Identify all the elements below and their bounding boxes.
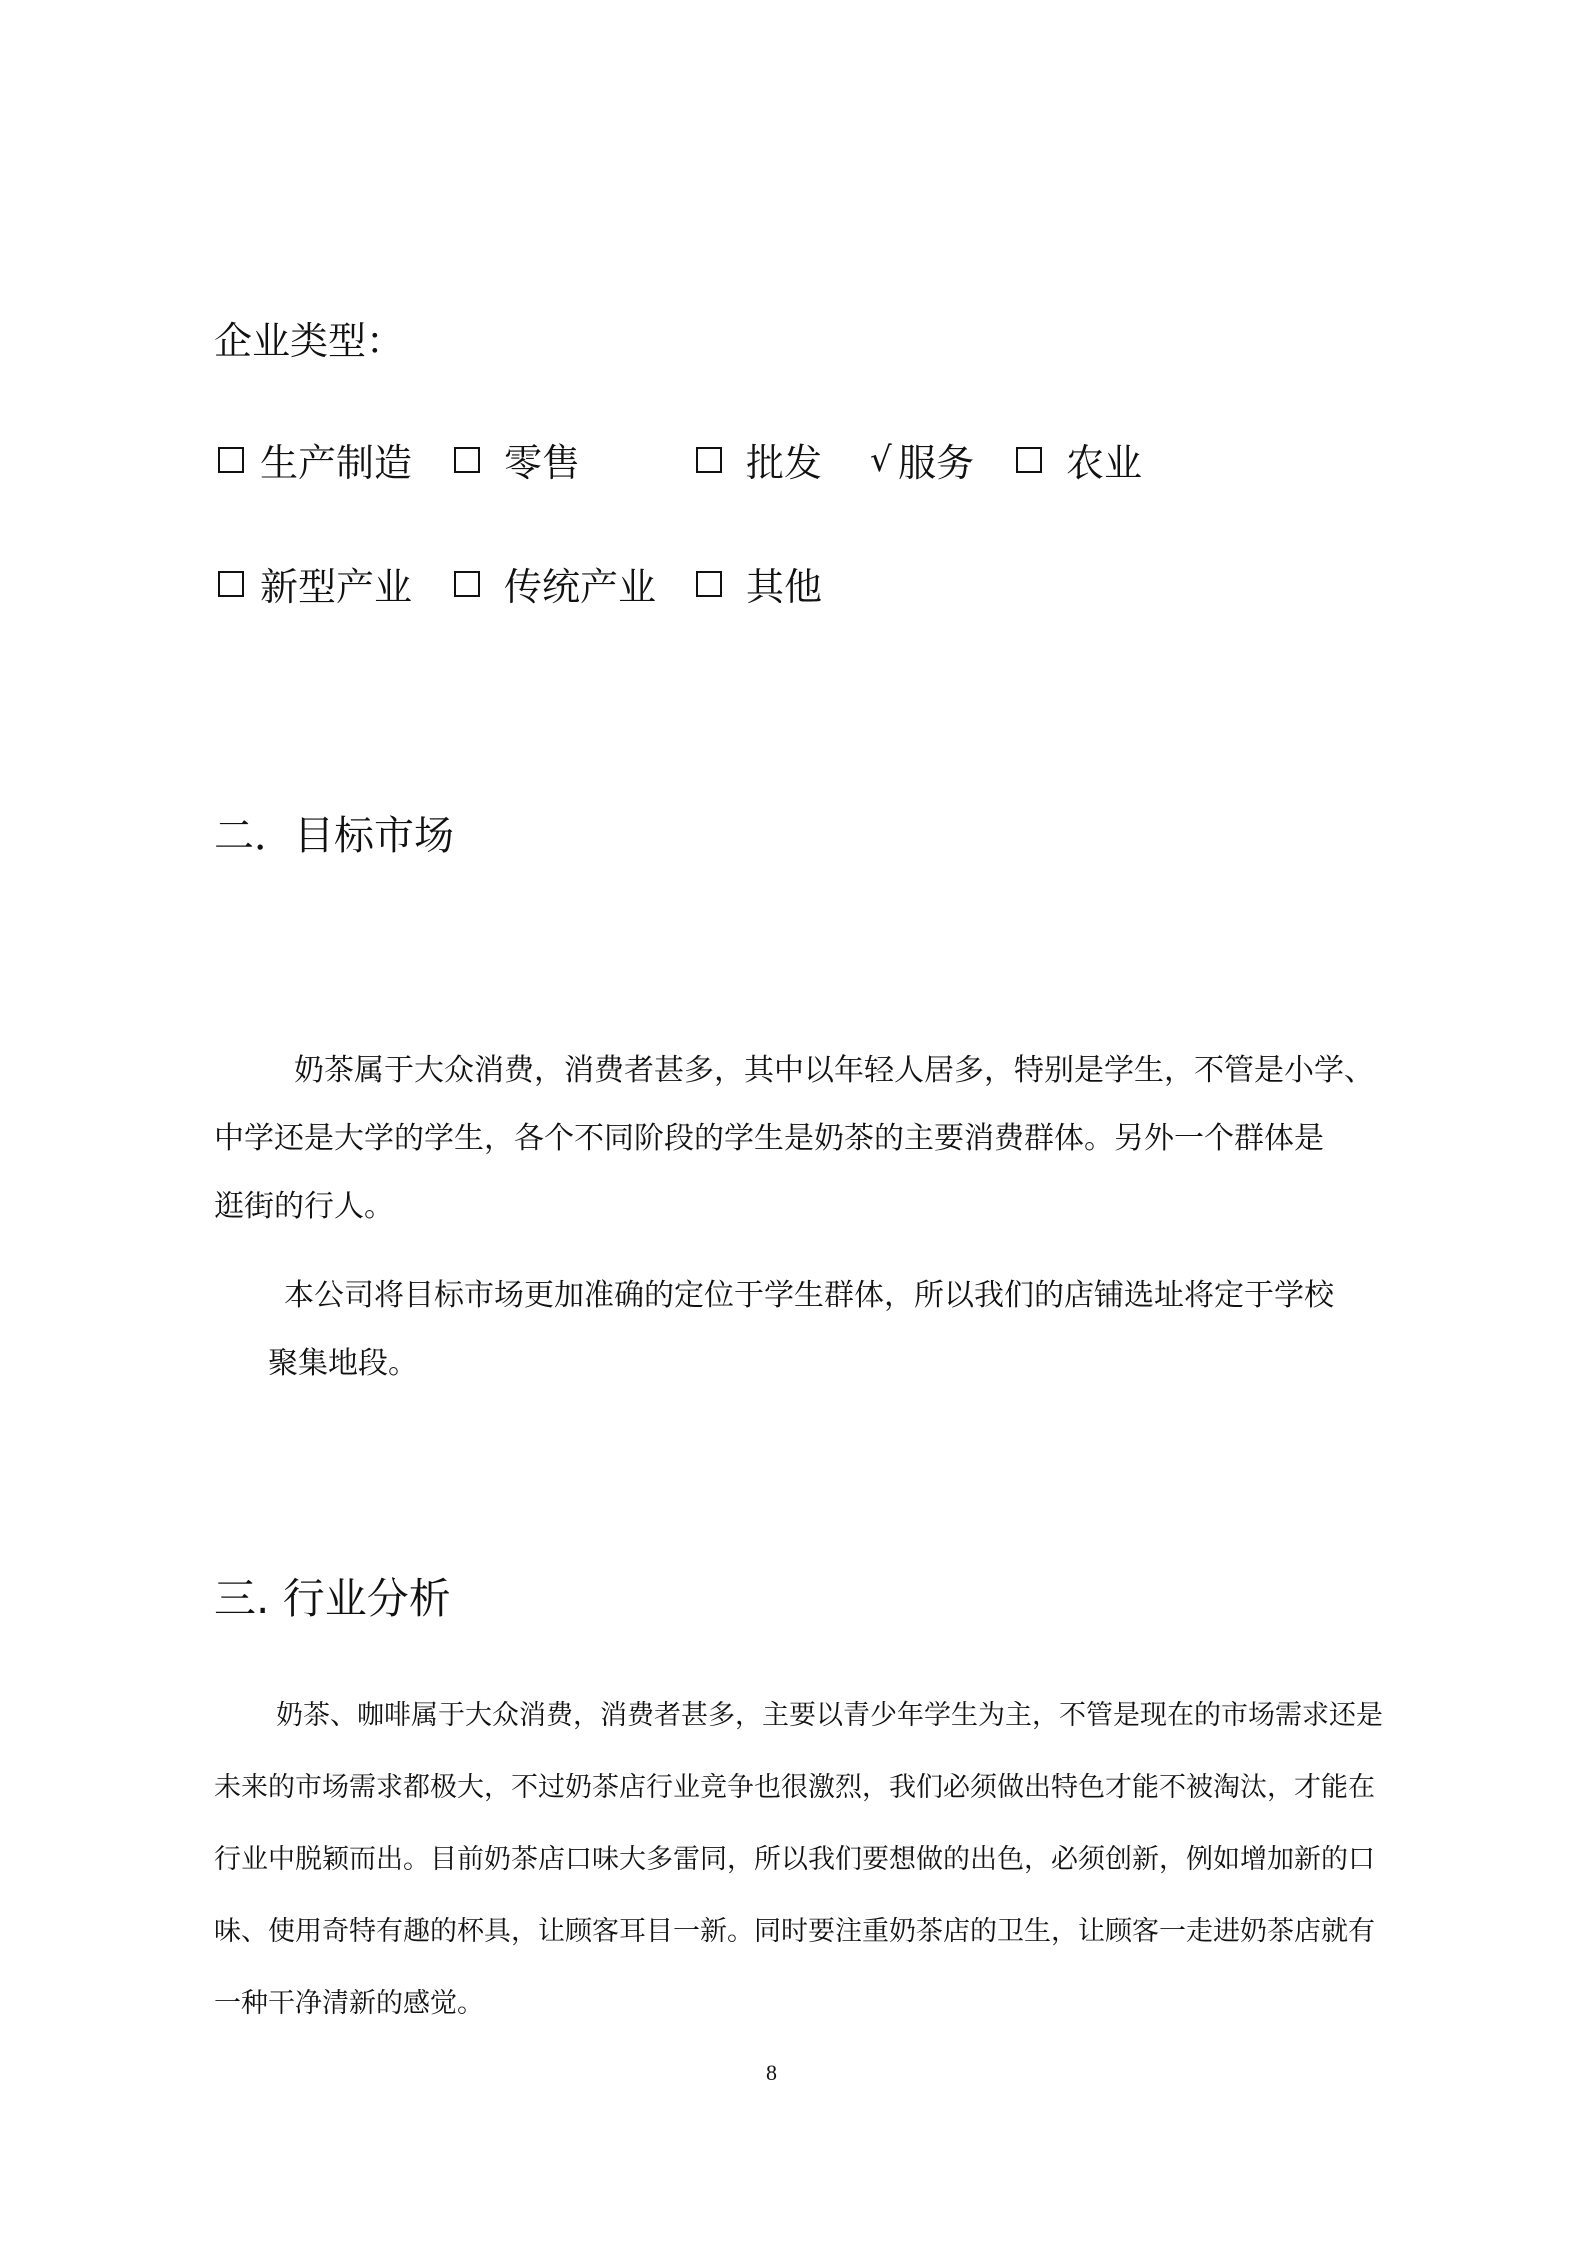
section-title-industry-analysis: 三. 行业分析 (214, 1574, 451, 1623)
paragraph-target-market-1 (214, 1037, 1414, 1241)
paragraph-target-market-2 (214, 1262, 1414, 1398)
paragraph-line: 逛街的行人。 (214, 1189, 394, 1224)
paragraph-line: 本公司将目标市场更加准确的定位于学生群体，所以我们的店铺选址将定于学校 (284, 1278, 1334, 1313)
checkbox-unchecked[interactable] (218, 447, 244, 473)
option-wholesale[interactable]: 批发 (696, 432, 822, 487)
paragraph-line: 奶茶属于大众消费，消费者甚多，其中以年轻人居多，特别是学生，不管是小学、 (294, 1053, 1374, 1088)
check-mark-icon[interactable]: √ (870, 439, 892, 480)
paragraph-industry-analysis (214, 1680, 1414, 2040)
enterprise-type-label: 企业类型： (214, 319, 405, 363)
paragraph-line: 味、使用奇特有趣的杯具，让顾客耳目一新。同时要注重奶茶店的卫生，让顾客一走进奶茶店就有 (214, 1916, 1375, 1947)
checkbox-unchecked[interactable] (696, 447, 722, 473)
paragraph-line: 聚集地段。 (268, 1346, 418, 1381)
paragraph-line: 未来的市场需求都极大，不过奶茶店行业竞争也很激烈，我们必须做出特色才能不被淘汰，才能在 (214, 1772, 1375, 1803)
option-traditional-industry[interactable]: 传统产业 (454, 556, 656, 611)
page-number: 8 (766, 2060, 777, 2085)
checkbox-unchecked[interactable] (696, 571, 722, 597)
paragraph-line: 一种干净清新的感觉。 (214, 1988, 484, 2019)
paragraph-line: 中学还是大学的学生，各个不同阶段的学生是奶茶的主要消费群体。另外一个群体是 (214, 1121, 1324, 1156)
checkbox-unchecked[interactable] (218, 571, 244, 597)
option-new-industry[interactable]: 新型产业 (218, 556, 412, 611)
option-agriculture[interactable]: 农业 (1016, 432, 1142, 487)
option-manufacturing[interactable]: 生产制造 (218, 432, 412, 487)
checkbox-unchecked[interactable] (454, 447, 480, 473)
paragraph-line: 行业中脱颖而出。目前奶茶店口味大多雷同，所以我们要想做的出色，必须创新，例如增加新的口 (214, 1844, 1375, 1875)
section-title-target-market: 二．目标市场 (214, 813, 454, 859)
checkbox-unchecked[interactable] (1016, 447, 1042, 473)
option-retail[interactable]: 零售 (454, 432, 580, 487)
option-service[interactable]: √ 服务 (870, 439, 975, 485)
paragraph-line: 奶茶、咖啡属于大众消费，消费者甚多，主要以青少年学生为主，不管是现在的市场需求还是 (276, 1700, 1383, 1731)
option-other[interactable]: 其他 (696, 556, 822, 611)
checkbox-unchecked[interactable] (454, 571, 480, 597)
